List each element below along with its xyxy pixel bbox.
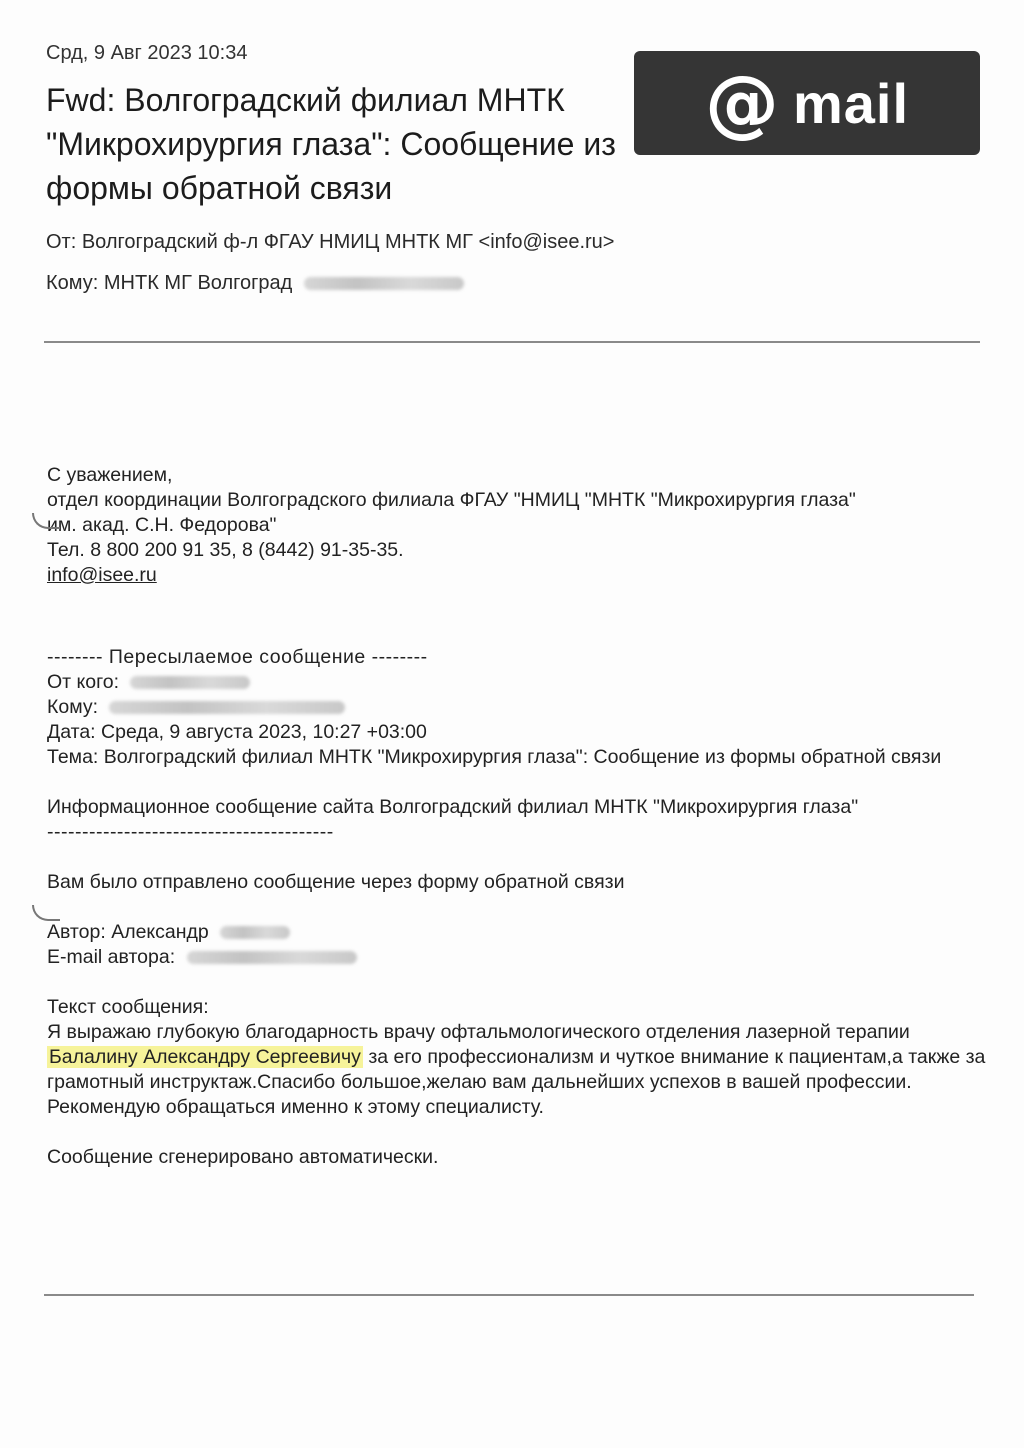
mail-logo (634, 51, 980, 155)
signature-phone: Тел. 8 800 200 91 35, 8 (8442) 91-35-35. (47, 539, 404, 561)
forward-from-row (47, 670, 987, 695)
redacted-sender (130, 676, 250, 689)
message-part-1: Я выражаю глубокую благодарность врачу офтальмологического отделения лазерной терапии (47, 1021, 910, 1043)
form-notice: Вам было отправлено сообщение через форму обратной связи (47, 871, 625, 893)
highlighted-doctor-name: Балалину Александру Сергеевичу (49, 1046, 361, 1068)
redacted-email (304, 277, 464, 290)
scan-punch-mark (32, 905, 60, 921)
spacer (47, 895, 987, 920)
scan-punch-mark (32, 513, 60, 529)
redacted-surname (220, 926, 290, 939)
author-name: Александр (111, 921, 209, 943)
from-value: Волгоградский ф-л ФГАУ НМИЦ МНТК МГ <info@isee.ru> (81, 231, 615, 253)
from-row (46, 231, 614, 254)
forwarded-message (47, 645, 987, 1170)
spacer (47, 970, 987, 995)
email-subject: Fwd: Волгоградский филиал МНТК "Микрохирургия глаза": Сообщение из формы обратной связи (46, 82, 616, 206)
to-row (46, 272, 464, 295)
spacer (47, 845, 987, 870)
signature-greeting: С уважением, (47, 464, 173, 486)
to-label: Кому: (46, 272, 99, 294)
signature-department: отдел координации Волгоградского филиала ФГАУ "НМИЦ "МНТК "Микрохирургия глаза" (47, 489, 856, 511)
spacer (47, 1120, 987, 1145)
forward-to-row (47, 695, 987, 720)
email-date: Срд, 9 Авг 2023 10:34 (46, 42, 248, 64)
author-row (47, 920, 987, 945)
signature-email-link[interactable]: info@isee.ru (47, 564, 157, 586)
signature-block (47, 463, 997, 588)
message-body (47, 1020, 987, 1120)
auto-generated-note: Сообщение сгенерировано автоматически. (47, 1146, 439, 1168)
from-label: От: (46, 231, 77, 253)
logo-wordmark: mail (792, 71, 910, 135)
site-dash-line: ----------------------------------------- (47, 821, 334, 843)
forward-separator: -------- Пересылаемое сообщение -------- (47, 646, 428, 668)
redacted-recipient (109, 701, 345, 714)
footer-divider (44, 1294, 974, 1296)
author-email-label: E-mail автора: (47, 946, 176, 968)
author-label: Автор: (47, 921, 106, 943)
forward-subject: Тема: Волгоградский филиал МНТК "Микрохирургия глаза": Сообщение из формы обратной связи (47, 746, 942, 768)
forward-to-label: Кому: (47, 696, 98, 718)
signature-department-cont: им. акад. С.Н. Федорова" (47, 514, 277, 536)
message-part-2: за его профессионализм и чуткое внимание к пациентам,а также за грамотный инструктаж.Спасибо большое,желаю вам дальнейших успехов в вашей профессии. Рекомендую обращаться именно к этому специалисту. (47, 1046, 986, 1118)
to-value: МНТК МГ Волгоград (103, 272, 293, 294)
header-divider (44, 341, 980, 343)
redacted-author-email (187, 951, 357, 964)
forward-from-label: От кого: (47, 671, 120, 693)
forward-date: Дата: Среда, 9 августа 2023, 10:27 +03:00 (47, 721, 427, 743)
author-email-row (47, 945, 987, 970)
at-sign-icon: @ (704, 60, 779, 146)
message-label: Текст сообщения: (47, 996, 209, 1018)
spacer (47, 770, 987, 795)
site-info-line: Информационное сообщение сайта Волгоградский филиал МНТК "Микрохирургия глаза" (47, 796, 859, 818)
